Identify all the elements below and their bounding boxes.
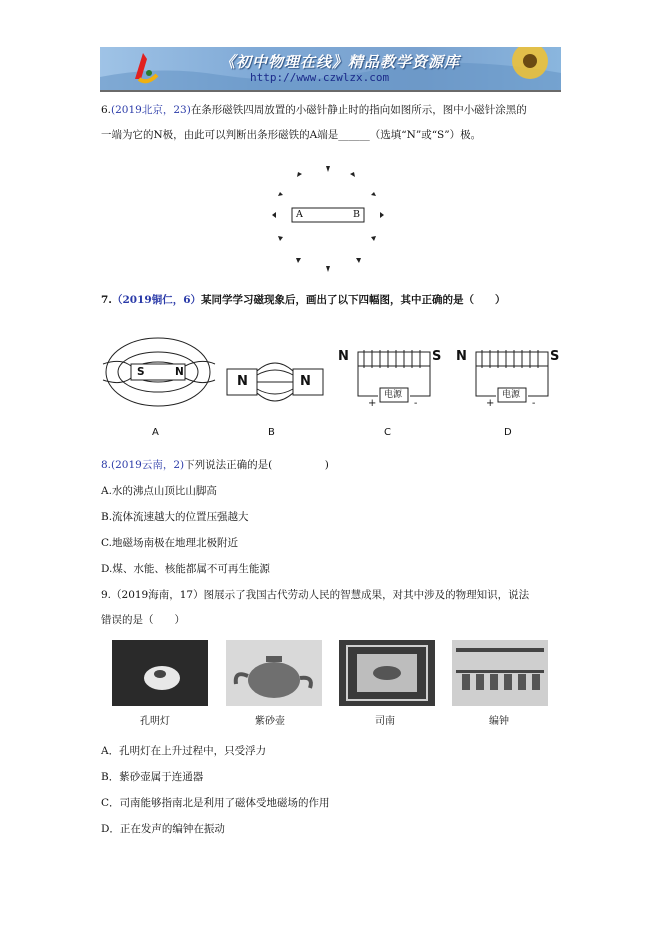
- site-logo-icon: [125, 49, 165, 89]
- q9-option-d: D．正在发声的编钟在振动: [101, 823, 225, 835]
- q7-label-d: D: [504, 427, 512, 438]
- q7-d-plus: +: [486, 398, 495, 409]
- q7-label-c: C: [384, 427, 391, 438]
- q7-a-pole-left: S: [137, 366, 145, 378]
- q7-b-pole-right: N: [300, 374, 311, 389]
- q7-source: （2019铜仁，6）: [111, 294, 201, 306]
- q7-c-minus: -: [414, 398, 418, 409]
- q8-option-b: B.流体流速越大的位置压强越大: [101, 511, 249, 523]
- q8-option-c: C.地磁场南极在地理北极附近: [101, 537, 238, 549]
- kongming-lantern-image: [112, 640, 208, 706]
- sinan-compass-image: [339, 640, 435, 706]
- q8-stem: 下列说法正确的是( ): [184, 459, 329, 471]
- magnet-label-a: A: [296, 209, 303, 220]
- q8-source: (2019云南，2): [111, 459, 185, 471]
- q7-stem: 某同学学习磁现象后，画出了以下四幅图，其中正确的是（ ）: [201, 294, 506, 306]
- q7-c-pole-left: N: [338, 349, 349, 364]
- q6-line2: 一端为它的N极，由此可以判断出条形磁铁的A端是______（选填“N”或“S”）极。: [101, 129, 482, 141]
- q7-d-minus: -: [532, 398, 536, 409]
- q7-b-pole-left: N: [237, 374, 248, 389]
- banner-url[interactable]: http://www.czwlzx.com: [250, 71, 390, 84]
- q8-option-a: A.水的沸点山顶比山脚高: [101, 485, 217, 497]
- q6-line1: [101, 103, 527, 117]
- chime-bells-image: [452, 640, 548, 706]
- header-banner: [100, 47, 561, 92]
- q7-number: 7.: [101, 294, 112, 306]
- q7-d-power: 电源: [502, 390, 521, 400]
- q9-line1: 9.（2019海南，17）图展示了我国古代劳动人民的智慧成果，对其中涉及的物理知识，说法: [101, 589, 530, 601]
- q9-option-c: C．司南能够指南北是利用了磁体受地磁场的作用: [101, 797, 330, 809]
- q7-d-pole-right: S: [550, 349, 560, 364]
- teapot-image: [226, 640, 322, 706]
- banner-title: 《初中物理在线》精品教学资源库: [220, 53, 461, 71]
- caption-sinan: 司南: [375, 716, 395, 727]
- caption-teapot: 紫砂壶: [255, 716, 285, 727]
- q8-option-d: D.煤、水能、核能都属不可再生能源: [101, 563, 270, 575]
- q9-option-b: B．紫砂壶属于连通器: [101, 771, 204, 783]
- q6-magnet-figure: [268, 160, 398, 280]
- caption-chime-bells: 编钟: [489, 716, 509, 727]
- q7-c-plus: +: [368, 398, 377, 409]
- q7-c-pole-right: S: [432, 349, 442, 364]
- caption-kongming-lantern: 孔明灯: [140, 716, 170, 727]
- q7-c-power: 电源: [384, 390, 403, 400]
- magnet-label-b: B: [353, 209, 360, 220]
- q8-line: [101, 458, 329, 472]
- q7-d-pole-left: N: [456, 349, 467, 364]
- q7-a-pole-right: N: [175, 366, 184, 378]
- q7-figure-a: [101, 328, 216, 413]
- q7-line: [101, 293, 506, 307]
- q7-label-a: A: [152, 427, 159, 438]
- q7-label-b: B: [268, 427, 275, 438]
- q8-number: 8.: [101, 459, 112, 471]
- q9-line2: 错误的是（ ）: [101, 614, 185, 626]
- q6-line1-text: 在条形磁铁四周放置的小磁针静止时的指向如图所示，图中小磁针涂黑的: [190, 104, 527, 116]
- q6-source: (2019北京，23): [111, 104, 191, 116]
- q6-number: 6.: [101, 104, 112, 116]
- q9-option-a: A．孔明灯在上升过程中，只受浮力: [101, 745, 267, 757]
